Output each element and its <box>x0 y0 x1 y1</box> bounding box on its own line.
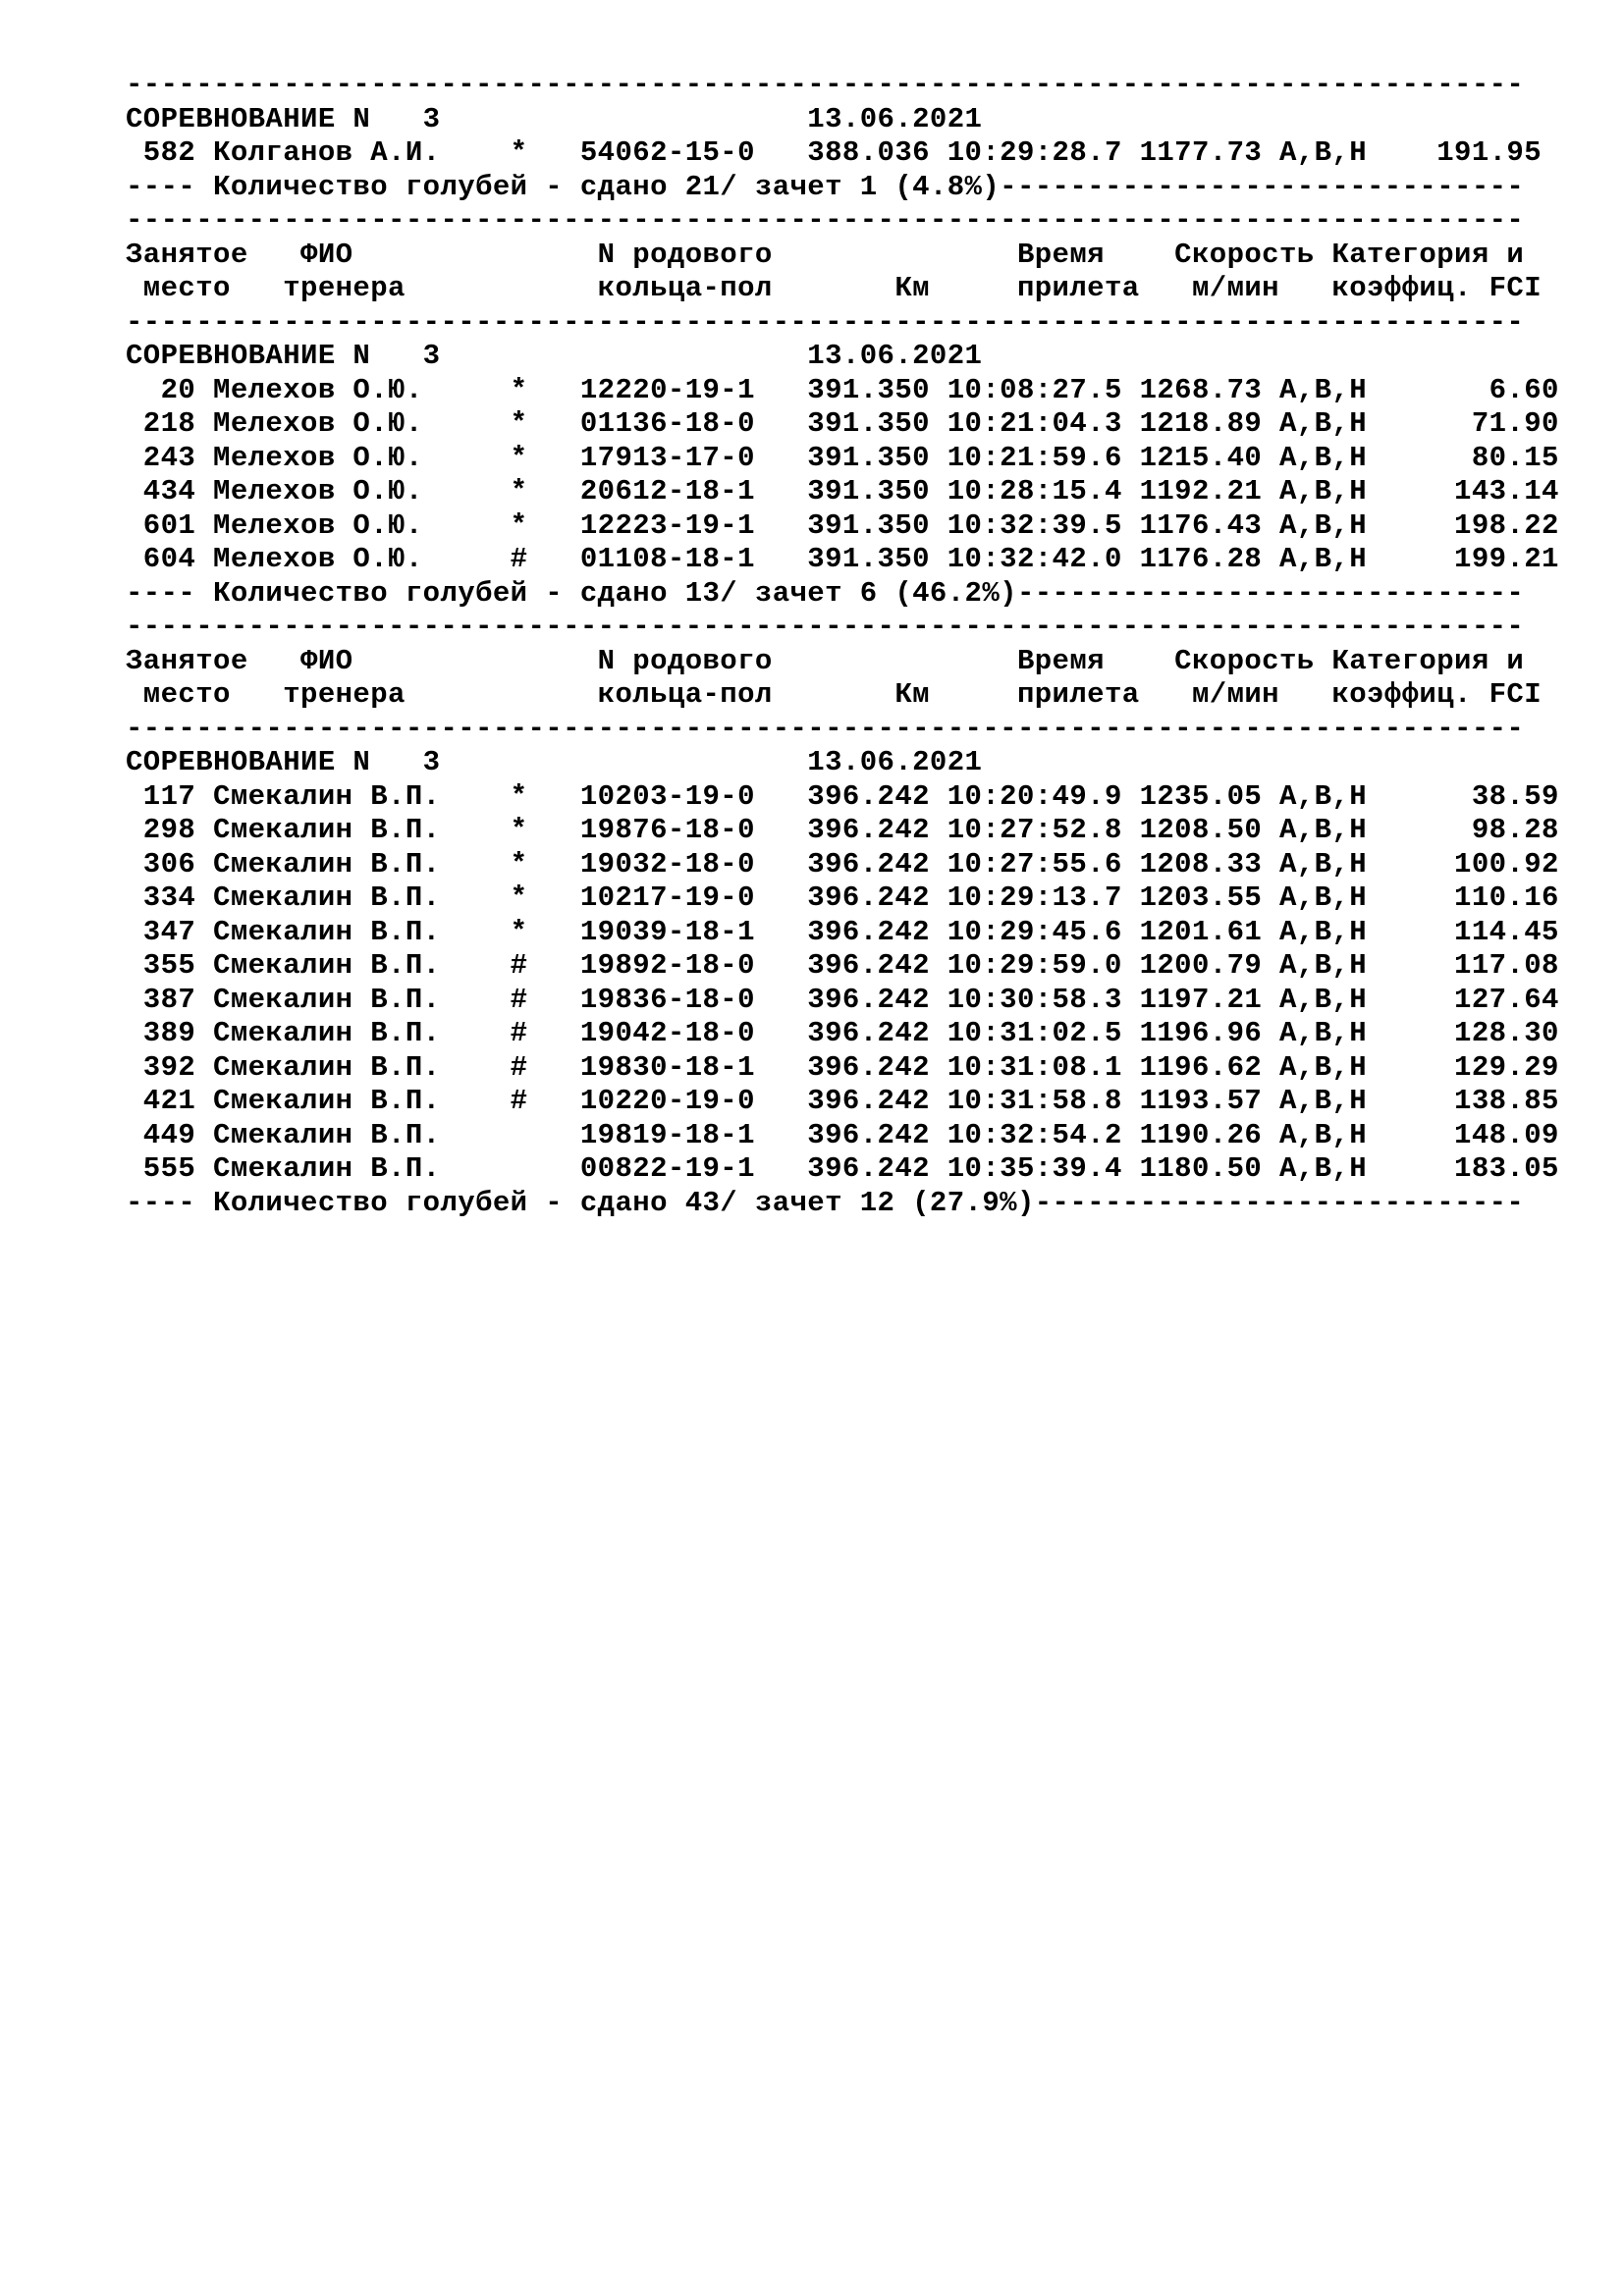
result-row: 347 Смекалин В.П. * 19039-18-1 396.242 10:29:45.6 1201.61 A,B,H 114.45 <box>126 915 1559 948</box>
result-row: 421 Смекалин В.П. # 10220-19-0 396.242 10:31:58.8 1193.57 A,B,H 138.85 <box>126 1085 1559 1117</box>
result-row: 355 Смекалин В.П. # 19892-18-0 396.242 10:29:59.0 1200.79 A,B,H 117.08 <box>126 949 1559 982</box>
result-row: 387 Смекалин В.П. # 19836-18-0 396.242 10:30:58.3 1197.21 A,B,H 127.64 <box>126 983 1559 1016</box>
competition-header: СОРЕВНОВАНИЕ N 3 13.06.2021 <box>126 102 983 135</box>
result-row: 582 Колганов А.И. * 54062-15-0 388.036 10:29:28.7 1177.73 A,B,H 191.95 <box>126 136 1543 169</box>
result-row: 555 Смекалин В.П. 00822-19-1 396.242 10:35:39.4 1180.50 A,B,H 183.05 <box>126 1152 1559 1185</box>
separator-rule: -------------------------------------------------------------------------------- <box>126 69 1525 101</box>
results-section <box>126 204 1598 611</box>
competition-header: СОРЕВНОВАНИЕ N 3 13.06.2021 <box>126 746 983 778</box>
result-row: 117 Смекалин В.П. * 10203-19-0 396.242 10:20:49.9 1235.05 A,B,H 38.59 <box>126 779 1559 813</box>
separator-rule: -------------------------------------------------------------------------------- <box>126 204 1525 237</box>
results-report <box>126 69 1598 1220</box>
results-section <box>126 611 1598 1220</box>
competition-header: СОРЕВНОВАНИЕ N 3 13.06.2021 <box>126 340 983 372</box>
column-header-line: место тренера кольца-пол Км прилета м/мин коэффиц. FCI <box>126 678 1543 711</box>
column-header-line: Занятое ФИО N родового Время Скорость Категория и <box>126 238 1525 271</box>
result-row: 298 Смекалин В.П. * 19876-18-0 396.242 10:27:52.8 1208.50 A,B,H 98.28 <box>126 814 1559 846</box>
summary-line: ---- Количество голубей - сдано 13/ зачет 6 (46.2%)----------------------------- <box>126 576 1525 610</box>
column-header-line: Занятое ФИО N родового Время Скорость Категория и <box>126 644 1525 677</box>
separator-rule: -------------------------------------------------------------------------------- <box>126 712 1525 745</box>
summary-line: ---- Количество голубей - сдано 21/ зачет 1 (4.8%)------------------------------ <box>126 170 1525 203</box>
result-row: 218 Мелехов О.Ю. * 01136-18-0 391.350 10:21:04.3 1218.89 A,B,H 71.90 <box>126 407 1559 440</box>
result-row: 392 Смекалин В.П. # 19830-18-1 396.242 10:31:08.1 1196.62 A,B,H 129.29 <box>126 1050 1559 1084</box>
result-row: 20 Мелехов О.Ю. * 12220-19-1 391.350 10:08:27.5 1268.73 A,B,H 6.60 <box>126 373 1559 406</box>
result-row: 389 Смекалин В.П. # 19042-18-0 396.242 10:31:02.5 1196.96 A,B,H 128.30 <box>126 1017 1559 1049</box>
result-row: 334 Смекалин В.П. * 10217-19-0 396.242 10:29:13.7 1203.55 A,B,H 110.16 <box>126 881 1559 914</box>
column-header-line: место тренера кольца-пол Км прилета м/мин коэффиц. FCI <box>126 272 1543 304</box>
result-row: 449 Смекалин В.П. 19819-18-1 396.242 10:32:54.2 1190.26 A,B,H 148.09 <box>126 1118 1559 1151</box>
separator-rule: -------------------------------------------------------------------------------- <box>126 611 1525 643</box>
results-section <box>126 69 1598 204</box>
result-row: 243 Мелехов О.Ю. * 17913-17-0 391.350 10:21:59.6 1215.40 A,B,H 80.15 <box>126 441 1559 474</box>
summary-line: ---- Количество голубей - сдано 43/ зачет 12 (27.9%)---------------------------- <box>126 1186 1525 1219</box>
result-row: 604 Мелехов О.Ю. # 01108-18-1 391.350 10:32:42.0 1176.28 A,B,H 199.21 <box>126 543 1559 575</box>
result-row: 306 Смекалин В.П. * 19032-18-0 396.242 10:27:55.6 1208.33 A,B,H 100.92 <box>126 847 1559 881</box>
result-row: 601 Мелехов О.Ю. * 12223-19-1 391.350 10:32:39.5 1176.43 A,B,H 198.22 <box>126 508 1559 542</box>
separator-rule: -------------------------------------------------------------------------------- <box>126 305 1525 339</box>
result-row: 434 Мелехов О.Ю. * 20612-18-1 391.350 10:28:15.4 1192.21 A,B,H 143.14 <box>126 475 1559 507</box>
